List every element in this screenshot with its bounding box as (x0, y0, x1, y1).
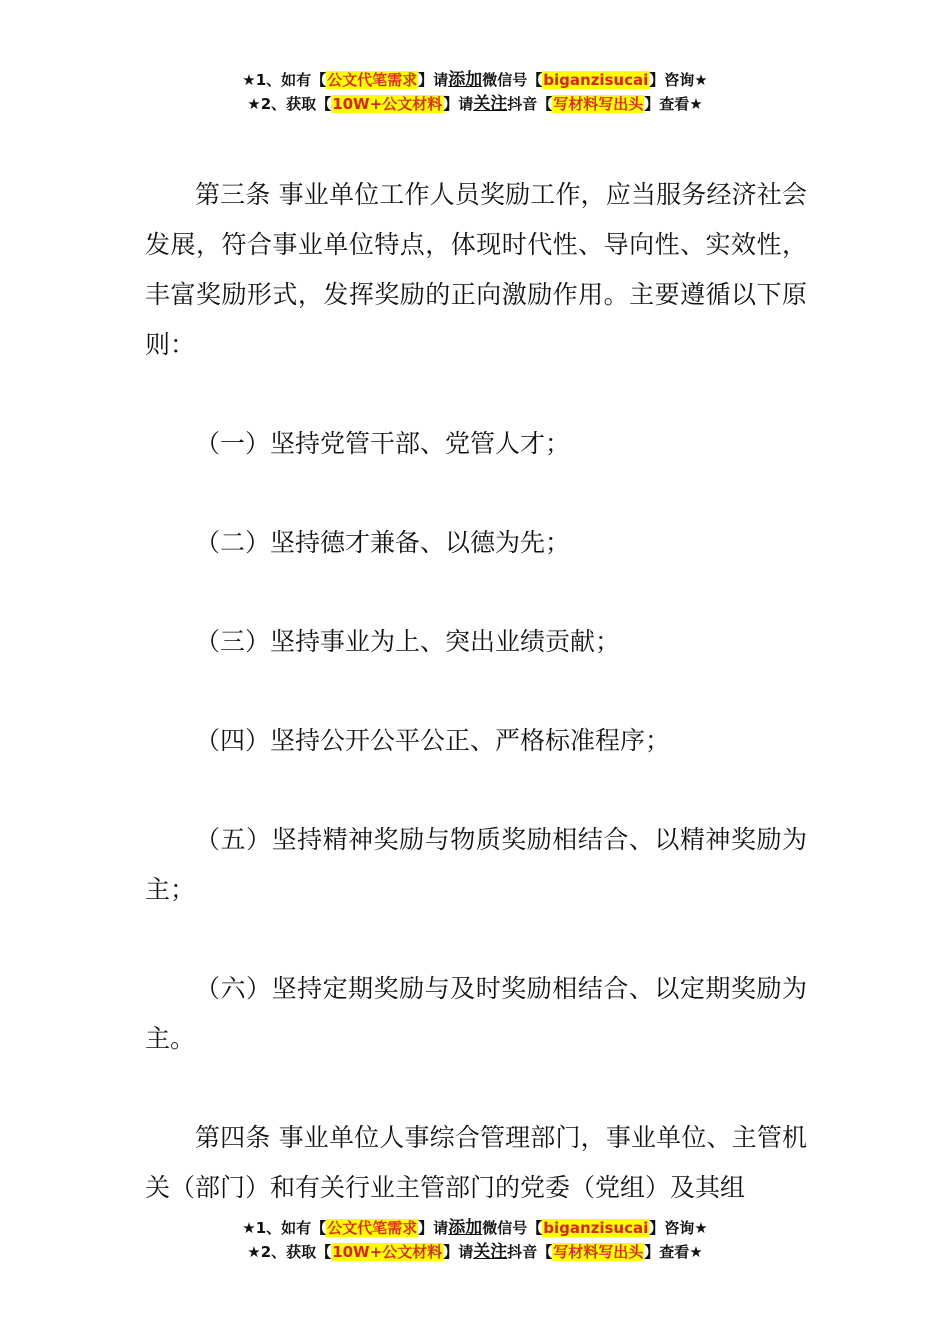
paragraph-article-4: 第四条 事业单位人事综合管理部门，事业单位、主管机关（部门）和有关行业主管部门的党委（党组）及其组 (145, 1123, 807, 1202)
principle-item-5: （五）坚持精神奖励与物质奖励相结合、以精神奖励为主； (145, 825, 807, 904)
principle-item-3: （三）坚持事业为上、突出业绩贡献； (195, 627, 621, 656)
principle-item-4: （四）坚持公开公平公正、严格标准程序； (195, 726, 671, 755)
highlight-service: 公文代笔需求 (327, 71, 418, 89)
footer-banner (0, 1216, 950, 1264)
emphasis-follow: 关注 (473, 1242, 508, 1262)
highlight-wechat-id: biganzisucai (543, 71, 649, 89)
banner-line-1: ★1、如有【公文代笔需求】请添加微信号【biganzisucai】咨询★ (242, 1218, 708, 1238)
emphasis-add: 添加 (448, 1218, 483, 1238)
banner-line-1: ★1、如有【公文代笔需求】请添加微信号【biganzisucai】咨询★ (242, 70, 708, 90)
highlight-douyin-account: 写材料写出头 (553, 95, 644, 113)
document-body (145, 170, 807, 1262)
highlight-wechat-id: biganzisucai (543, 1219, 649, 1237)
principle-item-6: （六）坚持定期奖励与及时奖励相结合、以定期奖励为主。 (145, 974, 807, 1053)
emphasis-add: 添加 (448, 70, 483, 90)
paragraph-article-3: 第三条 事业单位工作人员奖励工作，应当服务经济社会发展，符合事业单位特点，体现时代性、导向性、实效性，丰富奖励形式，发挥奖励的正向激励作用。主要遵循以下原则： (145, 180, 807, 359)
highlight-service: 公文代笔需求 (327, 1219, 418, 1237)
highlight-douyin-account: 写材料写出头 (553, 1243, 644, 1261)
header-banner (0, 68, 950, 116)
principle-item-2: （二）坚持德才兼备、以德为先； (195, 528, 571, 557)
emphasis-follow: 关注 (473, 94, 508, 114)
highlight-materials: 10W+公文材料 (332, 95, 443, 113)
principle-item-1: （一）坚持党管干部、党管人才； (195, 429, 571, 458)
banner-line-2: ★2、获取【10W+公文材料】请关注抖音【写材料写出头】查看★ (247, 94, 703, 114)
banner-line-2: ★2、获取【10W+公文材料】请关注抖音【写材料写出头】查看★ (247, 1242, 703, 1262)
highlight-materials: 10W+公文材料 (332, 1243, 443, 1261)
